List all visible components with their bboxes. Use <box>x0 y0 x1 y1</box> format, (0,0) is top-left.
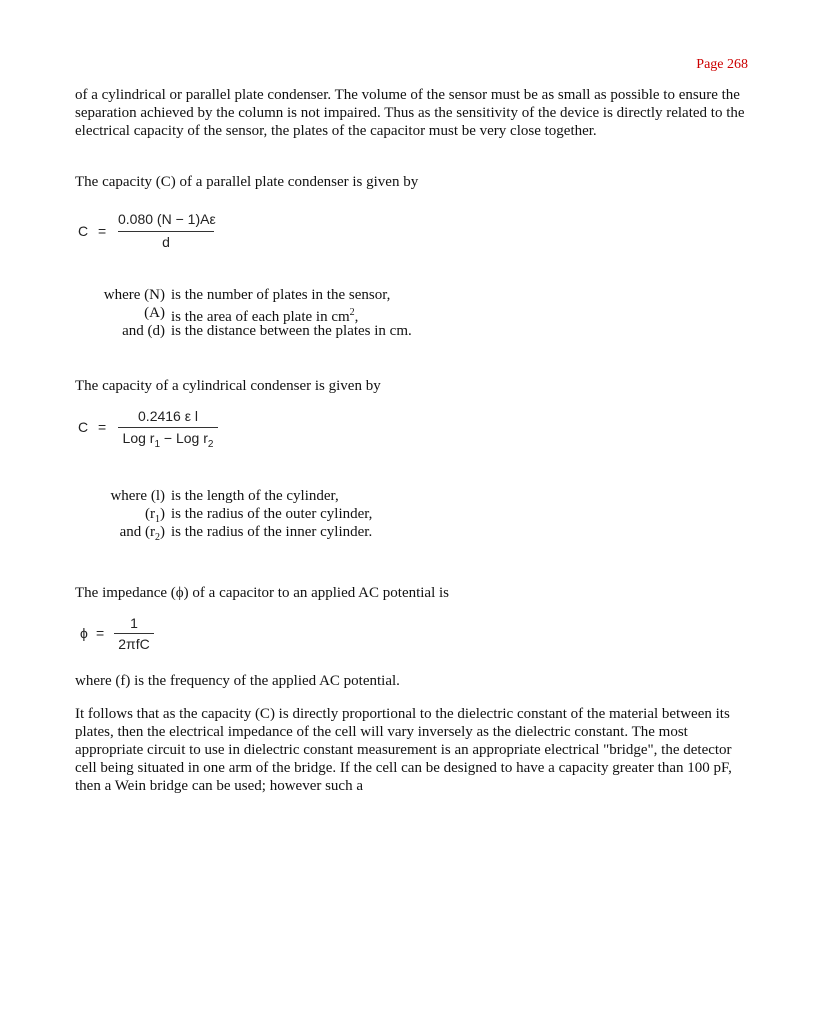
paragraph-parallel-plate: The capacity (C) of a parallel plate condenser is given by <box>75 174 419 190</box>
definition-text: is the number of plates in the sensor, <box>171 287 391 303</box>
formula-denominator: d <box>162 234 170 250</box>
fraction-bar <box>118 427 218 428</box>
definition-text: is the radius of the outer cylinder, <box>171 506 373 522</box>
subscript: 2 <box>207 438 214 450</box>
formula-equals: = <box>98 419 107 435</box>
formula-lhs: C <box>78 223 89 239</box>
formula-denominator <box>118 430 218 450</box>
definition-key-text: (r <box>145 506 155 522</box>
definition-key: and (d) <box>122 323 165 339</box>
formula-parallel-plate <box>78 210 278 260</box>
formula-equals: = <box>96 625 105 641</box>
definition-text-main: is the area of each plate in cm <box>171 309 350 325</box>
subscript: 1 <box>155 514 160 525</box>
denominator-term: Log r <box>175 430 208 446</box>
paragraph-bridge: It follows that as the capacity (C) is directly proportional to the dielectric constant of the material between its plates, then the electrical impedance of the cell will vary inversely as the dielectric constant. The most appropriate circuit to use in dielectric constant measurement is an appropriate electrical "bridge", the detector cell being situated in one arm of the bridge. If the cell can be designed to have a capacity greater than 100 pF, then a Wein bridge can be used; however such a <box>75 706 732 794</box>
formula-numerator: 0.2416 ε l <box>138 408 198 424</box>
definition-key: where (N) <box>103 287 165 303</box>
formula-denominator: 2πfC <box>118 636 150 652</box>
formula-numerator: 0.080 (N − 1)Aε <box>118 211 216 227</box>
fraction-bar <box>118 231 214 232</box>
definition-key <box>104 523 165 547</box>
fraction-bar <box>114 633 154 634</box>
definition-text: is the length of the cylinder, <box>171 488 339 504</box>
subscript: 2 <box>155 532 160 543</box>
definition-text-tail: , <box>354 309 359 325</box>
formula-impedance <box>78 614 198 658</box>
formula-equals: = <box>98 223 107 239</box>
denominator-operator: − <box>163 430 173 446</box>
page-number: Page 268 <box>696 57 748 72</box>
formula-lhs: C <box>78 419 89 435</box>
definition-key: where (l) <box>110 488 165 504</box>
formula-lhs: ϕ <box>80 625 88 641</box>
paragraph-cylindrical: The capacity of a cylindrical condenser is given by <box>75 378 381 394</box>
paragraph-intro: of a cylindrical or parallel plate condenser. The volume of the sensor must be as small as possible to ensure the separation achieved by the column is not impaired. Thus as the sensitivity of the device is directly related to the electrical capacity of the sensor, the plates of the capacitor must be very close together. <box>75 87 745 139</box>
definition-key-text: ) <box>160 506 165 522</box>
formula-numerator: 1 <box>130 615 138 631</box>
formula-cylindrical <box>78 408 278 458</box>
definition-key: (A) <box>144 305 165 321</box>
paragraph-impedance: The impedance (ϕ) of a capacitor to an applied AC potential is <box>75 585 450 601</box>
definition-key-text: ) <box>160 524 165 540</box>
definition-text: is the radius of the inner cylinder. <box>171 524 373 540</box>
definition-text: is the distance between the plates in cm. <box>171 323 412 339</box>
paragraph-frequency: where (f) is the frequency of the applied AC potential. <box>75 673 400 689</box>
subscript: 1 <box>154 438 161 450</box>
denominator-term: Log r <box>122 430 155 446</box>
definition-key-text: and (r <box>119 524 155 540</box>
superscript: 2 <box>349 307 355 318</box>
